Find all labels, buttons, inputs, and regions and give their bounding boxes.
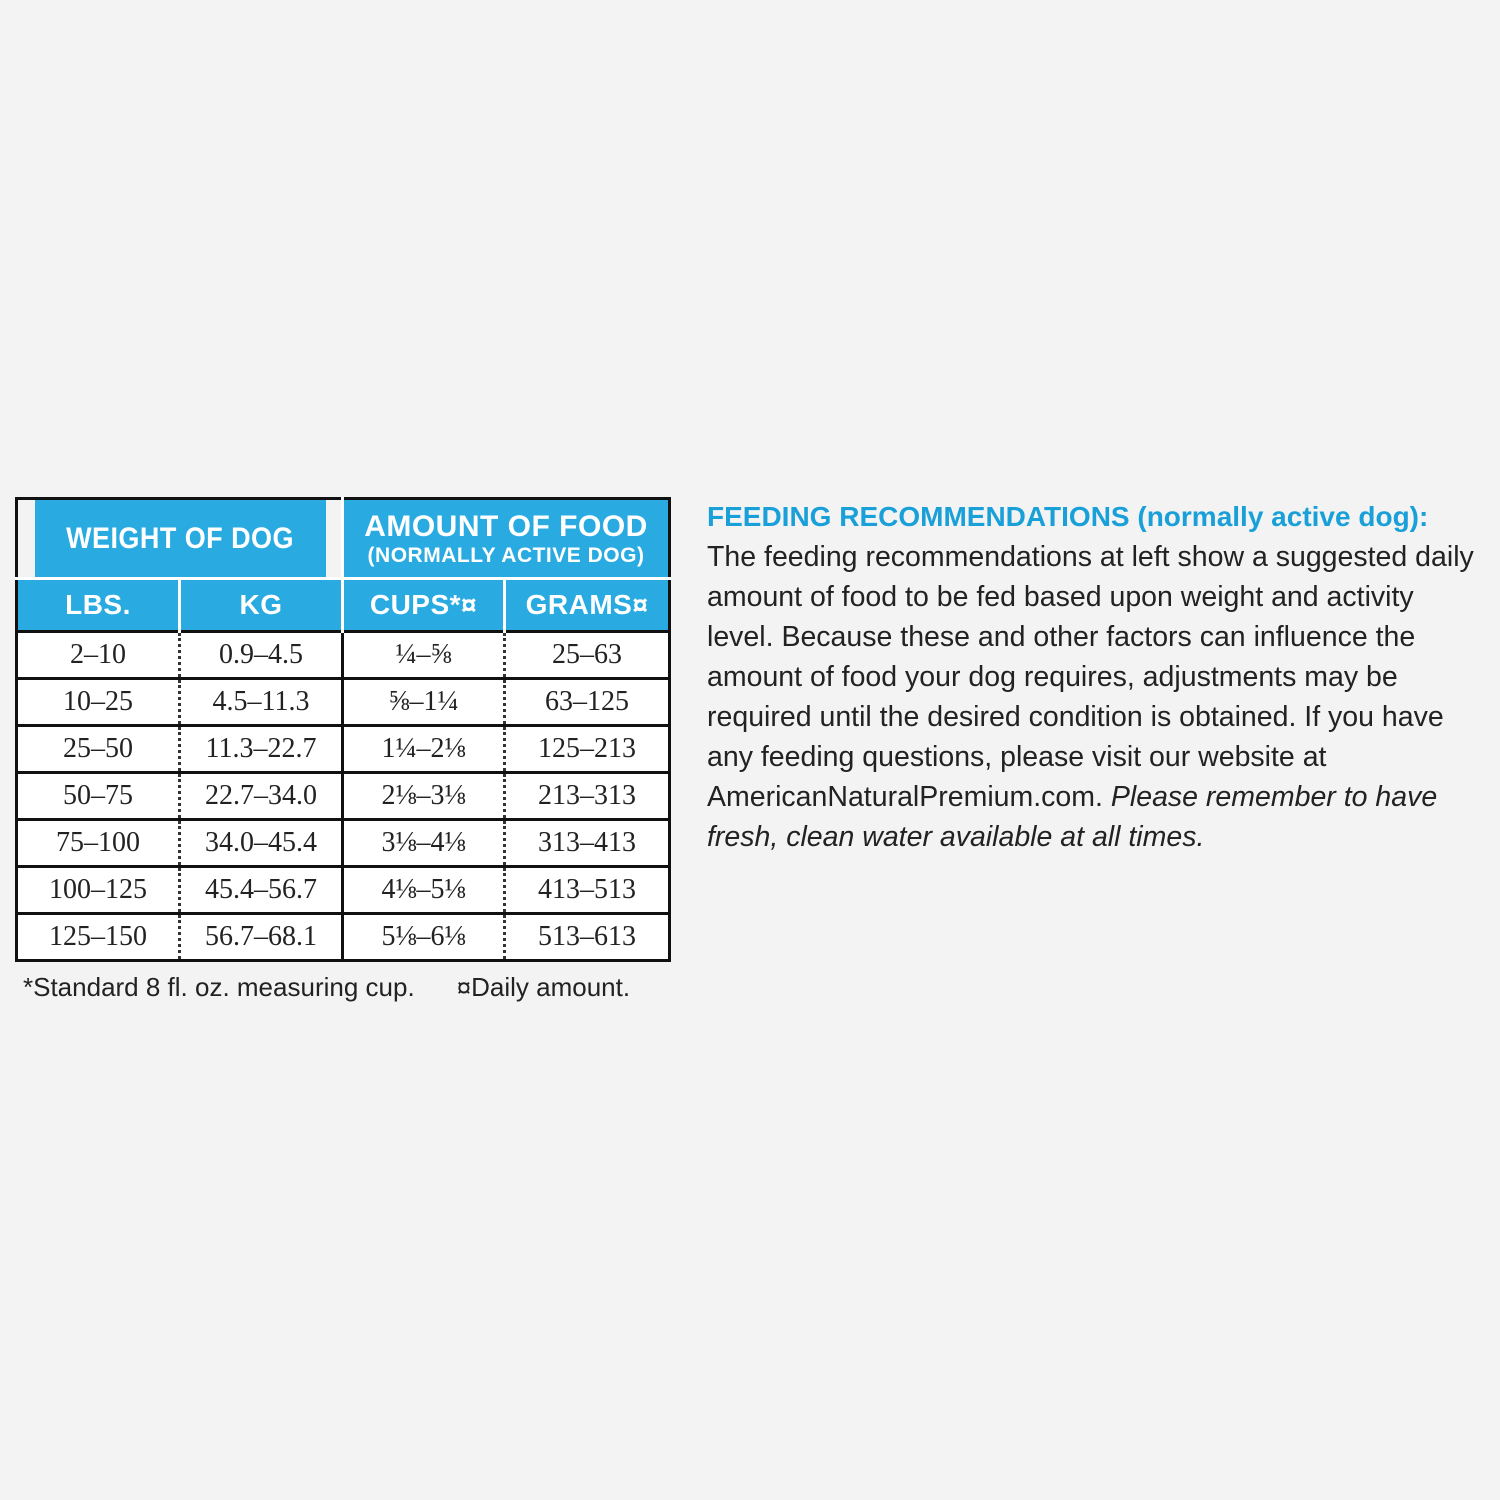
cell-cups: 5⅛–6⅛ bbox=[343, 914, 505, 961]
table-row bbox=[17, 820, 670, 867]
table-row bbox=[17, 867, 670, 914]
header-weight-of-dog: WEIGHT OF DOG bbox=[33, 499, 326, 579]
cell-kg: 11.3–22.7 bbox=[180, 726, 343, 773]
cell-grams: 313–413 bbox=[505, 820, 670, 867]
cell-lbs: 10–25 bbox=[17, 679, 180, 726]
table-body bbox=[17, 632, 670, 961]
cell-cups: 4⅛–5⅛ bbox=[343, 867, 505, 914]
table-row bbox=[17, 632, 670, 679]
column-header-lbs: LBS. bbox=[17, 579, 180, 632]
header-amount-of-food bbox=[343, 499, 670, 579]
cell-kg: 4.5–11.3 bbox=[180, 679, 343, 726]
header-amount-title: AMOUNT OF FOOD bbox=[364, 509, 648, 543]
table-row bbox=[17, 773, 670, 820]
table-header-row-groups bbox=[17, 499, 670, 579]
column-header-kg: KG bbox=[180, 579, 343, 632]
table-header-row-columns bbox=[17, 579, 670, 632]
cell-grams: 125–213 bbox=[505, 726, 670, 773]
cell-grams: 513–613 bbox=[505, 914, 670, 961]
table-row bbox=[17, 679, 670, 726]
cell-kg: 45.4–56.7 bbox=[180, 867, 343, 914]
column-header-cups: CUPS*¤ bbox=[343, 579, 505, 632]
table-row bbox=[17, 726, 670, 773]
footnote-measuring-cup: *Standard 8 fl. oz. measuring cup. bbox=[23, 972, 415, 1002]
cell-lbs: 50–75 bbox=[17, 773, 180, 820]
cell-lbs: 2–10 bbox=[17, 632, 180, 679]
cell-grams: 413–513 bbox=[505, 867, 670, 914]
cell-kg: 0.9–4.5 bbox=[180, 632, 343, 679]
cell-cups: 2⅛–3⅛ bbox=[343, 773, 505, 820]
cell-lbs: 125–150 bbox=[17, 914, 180, 961]
cell-cups: 3⅛–4⅛ bbox=[343, 820, 505, 867]
cell-kg: 34.0–45.4 bbox=[180, 820, 343, 867]
header-amount-subtitle: (NORMALLY ACTIVE DOG) bbox=[367, 543, 645, 567]
cell-kg: 56.7–68.1 bbox=[180, 914, 343, 961]
feeding-table bbox=[15, 497, 671, 962]
feeding-recommendations-body: The feeding recommendations at left show a suggested daily amount of food to be fed based upon weight and activity level. Because these and other factors can influence the amount of food your dog requires, adjustments may be required until the desired condition is obtained. If you have any feeding questions, please visit our website at AmericanNaturalPremium.com. bbox=[707, 541, 1474, 813]
cell-lbs: 25–50 bbox=[17, 726, 180, 773]
footnote-daily-amount: ¤Daily amount. bbox=[456, 972, 631, 1002]
cell-cups: ⅝–1¼ bbox=[343, 679, 505, 726]
cell-kg: 22.7–34.0 bbox=[180, 773, 343, 820]
table-row bbox=[17, 914, 670, 961]
table-footnotes bbox=[23, 972, 630, 1003]
feeding-recommendations bbox=[707, 497, 1487, 857]
cell-lbs: 100–125 bbox=[17, 867, 180, 914]
cell-grams: 25–63 bbox=[505, 632, 670, 679]
feeding-recommendations-heading: FEEDING RECOMMENDATIONS (normally active dog): bbox=[707, 501, 1429, 532]
feeding-recommendations-text bbox=[707, 537, 1487, 857]
cell-grams: 63–125 bbox=[505, 679, 670, 726]
cell-grams: 213–313 bbox=[505, 773, 670, 820]
cell-lbs: 75–100 bbox=[17, 820, 180, 867]
water-reminder-note: Please remember to have fresh, clean water available at all times. bbox=[707, 781, 1438, 853]
column-header-grams: GRAMS¤ bbox=[505, 579, 670, 632]
cell-cups: ¼–⅝ bbox=[343, 632, 505, 679]
cell-cups: 1¼–2⅛ bbox=[343, 726, 505, 773]
